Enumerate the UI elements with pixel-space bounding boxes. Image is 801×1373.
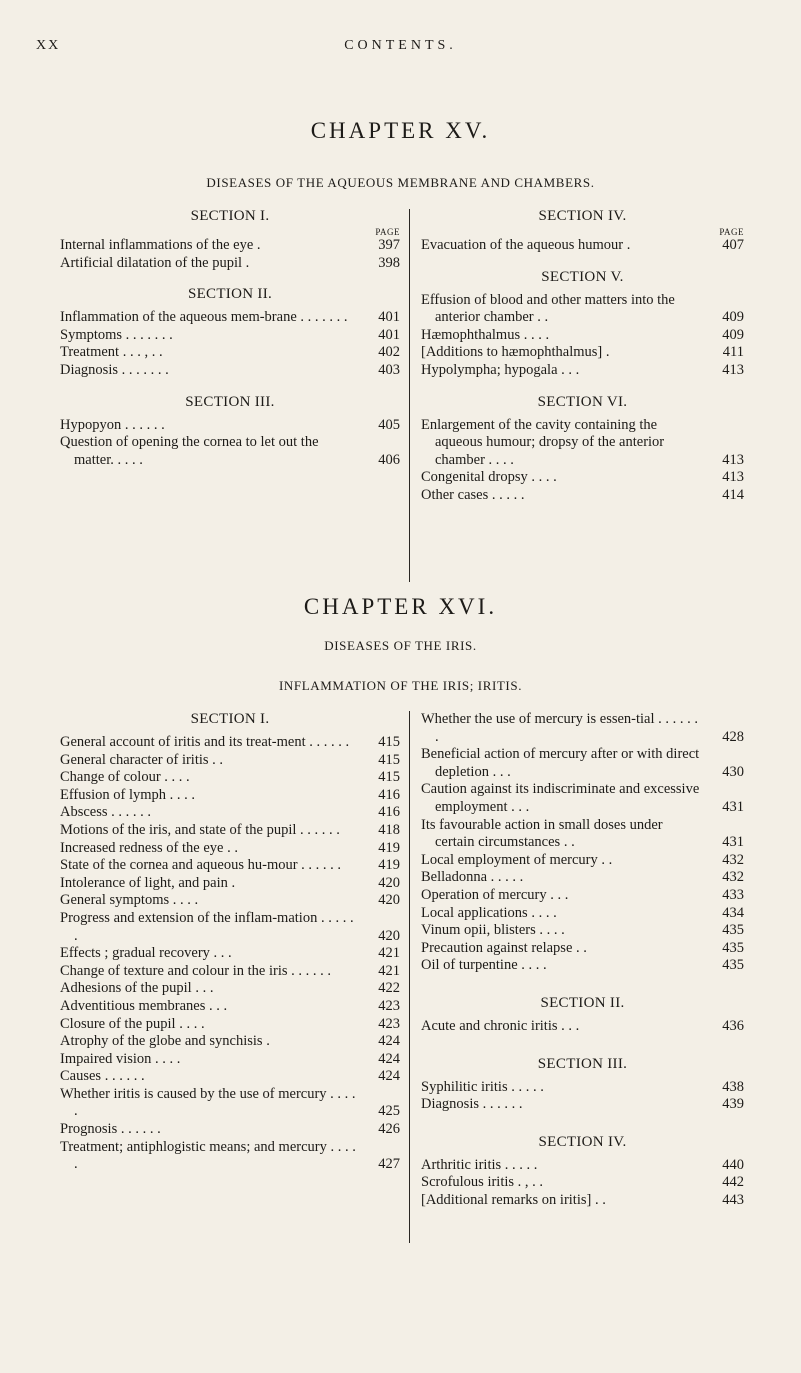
toc-entry bbox=[60, 857, 400, 875]
toc-entry-title: Change of colour . . . . bbox=[60, 769, 190, 786]
toc-entry bbox=[421, 957, 744, 975]
toc-entry bbox=[421, 922, 744, 940]
toc-entry bbox=[60, 255, 400, 273]
toc-entry-page: 409 bbox=[722, 309, 744, 326]
toc-entry bbox=[421, 417, 744, 470]
toc-entry bbox=[421, 487, 744, 505]
toc-entry bbox=[421, 905, 744, 923]
toc-entry-page: 434 bbox=[722, 904, 744, 921]
toc-entry-title: [Additions to hæmophthalmus] . bbox=[421, 344, 610, 361]
toc-entry-title: Question of opening the cornea to let out the matter. . . . . bbox=[60, 434, 319, 468]
toc-entry bbox=[60, 434, 400, 469]
toc-entry bbox=[421, 292, 744, 327]
toc-entry-title: Closure of the pupil . . . . bbox=[60, 1015, 205, 1032]
toc-entry-title: State of the cornea and aqueous hu-mour . . . . . . bbox=[60, 857, 342, 874]
toc-entry-title: Impaired vision . . . . bbox=[60, 1050, 181, 1067]
chapter-16-subtitle: DISEASES OF THE IRIS. bbox=[324, 638, 477, 653]
section-heading: SECTION V. bbox=[541, 268, 624, 285]
toc-entry-page: 401 bbox=[378, 309, 400, 326]
toc-entry bbox=[60, 1086, 400, 1121]
toc-entry bbox=[60, 945, 400, 963]
toc-entry-title: Effusion of lymph . . . . bbox=[60, 786, 196, 803]
toc-entry-title: Internal inflammations of the eye . bbox=[60, 237, 261, 253]
toc-entry bbox=[60, 1121, 400, 1139]
toc-entry-page: 403 bbox=[378, 361, 400, 378]
toc-entry-page: 430 bbox=[722, 763, 744, 780]
toc-entry-page: 420 bbox=[378, 892, 400, 909]
ch16-left-column bbox=[60, 711, 400, 1174]
section-heading: SECTION IV. bbox=[538, 208, 627, 224]
toc-list bbox=[60, 309, 400, 379]
toc-entry-title: Syphilitic iritis . . . . . bbox=[421, 1078, 544, 1095]
toc-entry bbox=[421, 1192, 744, 1210]
toc-entry-title: Effects ; gradual recovery . . . bbox=[60, 945, 232, 962]
toc-entry bbox=[421, 852, 744, 870]
toc-entry-page: 423 bbox=[378, 1015, 400, 1032]
toc-entry-page: 413 bbox=[722, 451, 744, 468]
column-divider bbox=[409, 711, 410, 1243]
ch15-left-column bbox=[60, 208, 400, 469]
toc-entry-page: 419 bbox=[378, 857, 400, 874]
toc-entry-title: Hypopyon . . . . . . bbox=[60, 416, 165, 433]
toc-entry-title: General symptoms . . . . bbox=[60, 892, 199, 909]
toc-entry-page: 397 bbox=[378, 237, 400, 253]
toc-entry-title: Artificial dilatation of the pupil . bbox=[60, 254, 250, 271]
toc-entry-title: Change of texture and colour in the iris . . . . . . bbox=[60, 962, 332, 979]
toc-entry bbox=[421, 1096, 744, 1114]
toc-entry-title: Congenital dropsy . . . . bbox=[421, 469, 557, 486]
running-head bbox=[36, 38, 765, 58]
toc-entry-page: 424 bbox=[378, 1068, 400, 1085]
toc-list bbox=[421, 1018, 744, 1036]
toc-entry-page: 438 bbox=[722, 1078, 744, 1095]
toc-entry-page: 420 bbox=[378, 874, 400, 891]
toc-entry-page: 424 bbox=[378, 1050, 400, 1067]
toc-entry bbox=[60, 417, 400, 435]
section-heading: SECTION VI. bbox=[537, 393, 628, 410]
toc-entry-title: Precaution against relapse . . bbox=[421, 939, 587, 956]
toc-entry-page: 413 bbox=[722, 469, 744, 486]
toc-entry-title: Diagnosis . . . . . . bbox=[421, 1096, 523, 1113]
toc-entry-page: 406 bbox=[378, 451, 400, 468]
toc-entry-page: 423 bbox=[378, 997, 400, 1014]
toc-entry-title: Diagnosis . . . . . . . bbox=[60, 361, 169, 378]
toc-entry-title: General character of iritis . . bbox=[60, 751, 224, 768]
toc-entry-title: Beneficial action of mercury after or with direct depletion . . . bbox=[421, 746, 700, 780]
toc-entry-page: 427 bbox=[378, 1156, 400, 1173]
toc-entry bbox=[60, 734, 400, 752]
toc-entry-title: Adhesions of the pupil . . . bbox=[60, 980, 214, 997]
toc-entry-page: 431 bbox=[722, 834, 744, 851]
toc-entry bbox=[60, 1068, 400, 1086]
toc-entry-page: 421 bbox=[378, 945, 400, 962]
toc-list bbox=[421, 711, 744, 975]
toc-entry-page: 443 bbox=[722, 1191, 744, 1208]
toc-entry-title: Its favourable action in small doses under certain circumstances . . bbox=[421, 816, 663, 851]
toc-entry bbox=[60, 1139, 400, 1174]
toc-entry-title: Arthritic iritis . . . . . bbox=[421, 1156, 538, 1173]
toc-entry-page: 428 bbox=[722, 728, 744, 745]
toc-entry bbox=[60, 327, 400, 345]
toc-entry bbox=[421, 817, 744, 852]
toc-entry-title: Caution against its indiscriminate and excessive employment . . . bbox=[421, 781, 700, 815]
toc-entry bbox=[421, 469, 744, 487]
toc-entry bbox=[60, 963, 400, 981]
section-heading: SECTION III. bbox=[537, 1055, 628, 1072]
section-heading: SECTION III. bbox=[185, 393, 275, 410]
toc-entry bbox=[60, 998, 400, 1016]
toc-entry bbox=[60, 344, 400, 362]
toc-entry-page: 415 bbox=[378, 734, 400, 750]
toc-entry-page: 431 bbox=[722, 798, 744, 815]
toc-entry-title: Acute and chronic iritis . . . bbox=[421, 1017, 580, 1034]
toc-entry-title: Symptoms . . . . . . . bbox=[60, 326, 173, 343]
ch16-right-column bbox=[421, 711, 744, 1209]
toc-entry-title: Intolerance of light, and pain . bbox=[60, 874, 236, 891]
toc-entry-title: Whether iritis is caused by the use of mercury . . . . . bbox=[60, 1085, 356, 1120]
chapter-15-title: CHAPTER XV. bbox=[310, 118, 491, 143]
toc-entry-page: 411 bbox=[722, 344, 744, 361]
toc-entry bbox=[421, 781, 744, 816]
page-number: XX bbox=[36, 38, 61, 53]
toc-entry-page: 413 bbox=[722, 361, 744, 378]
toc-entry-page: 433 bbox=[722, 886, 744, 903]
toc-entry-page: 415 bbox=[378, 751, 400, 768]
toc-entry-page: 435 bbox=[722, 922, 744, 939]
toc-entry-title: Treatment . . . , . . bbox=[60, 344, 163, 361]
toc-entry-title: Scrofulous iritis . , . . bbox=[421, 1174, 544, 1191]
toc-entry-page: 402 bbox=[378, 344, 400, 361]
chapter-15-subtitle: DISEASES OF THE AQUEOUS MEMBRANE AND CHAMBERS. bbox=[206, 175, 595, 190]
toc-entry bbox=[421, 1079, 744, 1097]
column-divider bbox=[409, 209, 410, 582]
toc-entry-page: 435 bbox=[722, 939, 744, 956]
toc-entry-page: 401 bbox=[378, 326, 400, 343]
toc-list bbox=[421, 237, 744, 255]
toc-entry-title: Motions of the iris, and state of the pupil . . . . . . bbox=[60, 821, 340, 838]
toc-entry-title: Other cases . . . . . bbox=[421, 486, 525, 503]
toc-entry-title: Evacuation of the aqueous humour . bbox=[421, 237, 631, 253]
section-heading: SECTION II. bbox=[187, 286, 273, 303]
toc-entry-page: 405 bbox=[378, 416, 400, 433]
toc-entry-title: Causes . . . . . . bbox=[60, 1068, 145, 1085]
toc-entry-page: 416 bbox=[378, 786, 400, 803]
toc-entry-page: 442 bbox=[722, 1174, 744, 1191]
toc-entry bbox=[421, 1018, 744, 1036]
toc-entry-page: 420 bbox=[378, 927, 400, 944]
toc-entry-title: Enlargement of the cavity containing the aqueous humour; dropsy of the anterior chamber . . . . bbox=[421, 416, 665, 468]
toc-entry-title: Progress and extension of the inflam-mation . . . . . . bbox=[60, 909, 354, 944]
toc-entry-page: 418 bbox=[378, 821, 400, 838]
toc-entry-page: 421 bbox=[378, 962, 400, 979]
toc-entry bbox=[60, 822, 400, 840]
chapter-16-title: CHAPTER XVI. bbox=[303, 594, 498, 619]
toc-entry bbox=[421, 1157, 744, 1175]
toc-list bbox=[60, 237, 400, 272]
toc-entry-page: 425 bbox=[378, 1103, 400, 1120]
toc-entry-page: 439 bbox=[722, 1096, 744, 1113]
toc-entry-title: Operation of mercury . . . bbox=[421, 886, 569, 903]
toc-entry-title: Hypolympha; hypogala . . . bbox=[421, 361, 580, 378]
toc-entry-page: 398 bbox=[378, 254, 400, 271]
toc-entry bbox=[60, 752, 400, 770]
toc-entry-title: Hæmophthalmus . . . . bbox=[421, 326, 550, 343]
toc-entry-title: [Additional remarks on iritis] . . bbox=[421, 1191, 606, 1208]
toc-entry-page: 424 bbox=[378, 1033, 400, 1050]
toc-entry-page: 415 bbox=[378, 769, 400, 786]
toc-entry bbox=[60, 910, 400, 945]
chapter-16-subtitle-2: INFLAMMATION OF THE IRIS; IRITIS. bbox=[278, 678, 523, 693]
toc-entry bbox=[421, 362, 744, 380]
section-heading: SECTION I. bbox=[190, 711, 270, 727]
toc-list bbox=[60, 417, 400, 470]
toc-entry-title: Whether the use of mercury is essen-tial . . . . . . . bbox=[421, 711, 699, 745]
toc-entry-page: 440 bbox=[722, 1156, 744, 1173]
toc-entry-title: Oil of turpentine . . . . bbox=[421, 957, 547, 974]
page-label: PAGE bbox=[719, 227, 744, 237]
toc-entry-title: Vinum opii, blisters . . . . bbox=[421, 922, 565, 939]
toc-entry-title: Increased redness of the eye . . bbox=[60, 839, 238, 856]
toc-entry-title: Treatment; antiphlogistic means; and mercury . . . . . bbox=[60, 1138, 356, 1173]
toc-entry-title: General account of iritis and its treat-ment . . . . . . bbox=[60, 734, 350, 750]
ch15-right-column bbox=[421, 208, 744, 505]
toc-entry-page: 419 bbox=[378, 839, 400, 856]
section-heading: SECTION II. bbox=[540, 994, 625, 1011]
toc-entry-page: 436 bbox=[722, 1017, 744, 1034]
toc-entry-title: Prognosis . . . . . . bbox=[60, 1121, 161, 1138]
page-label: PAGE bbox=[375, 227, 400, 237]
toc-entry bbox=[60, 237, 400, 255]
toc-entry-page: 416 bbox=[378, 804, 400, 821]
toc-entry-page: 409 bbox=[722, 326, 744, 343]
toc-entry-page: 432 bbox=[722, 869, 744, 886]
toc-entry bbox=[421, 1174, 744, 1192]
toc-entry bbox=[60, 980, 400, 998]
toc-entry-title: Local applications . . . . bbox=[421, 904, 557, 921]
toc-entry bbox=[421, 869, 744, 887]
toc-entry-page: 432 bbox=[722, 851, 744, 868]
toc-list bbox=[421, 417, 744, 505]
toc-list bbox=[421, 1157, 744, 1210]
toc-entry bbox=[421, 746, 744, 781]
toc-entry bbox=[421, 327, 744, 345]
toc-entry bbox=[60, 787, 400, 805]
toc-entry-page: 435 bbox=[722, 957, 744, 974]
toc-entry-title: Belladonna . . . . . bbox=[421, 869, 524, 886]
toc-entry-page: 407 bbox=[722, 237, 744, 253]
toc-entry bbox=[421, 887, 744, 905]
toc-entry-page: 414 bbox=[722, 486, 744, 503]
toc-entry-title: Atrophy of the globe and synchisis . bbox=[60, 1033, 270, 1050]
toc-entry bbox=[421, 344, 744, 362]
toc-entry-title: Adventitious membranes . . . bbox=[60, 997, 228, 1014]
toc-entry bbox=[421, 940, 744, 958]
toc-entry-title: Effusion of blood and other matters into the anterior chamber . . bbox=[421, 291, 675, 326]
toc-entry bbox=[60, 840, 400, 858]
toc-entry bbox=[60, 1033, 400, 1051]
section-heading: SECTION IV. bbox=[538, 1133, 627, 1150]
toc-entry bbox=[60, 769, 400, 787]
toc-entry bbox=[60, 362, 400, 380]
toc-entry bbox=[60, 1051, 400, 1069]
toc-entry-title: Abscess . . . . . . bbox=[60, 804, 152, 821]
toc-entry bbox=[60, 309, 400, 327]
toc-entry bbox=[60, 892, 400, 910]
toc-entry bbox=[421, 711, 744, 746]
section-heading: SECTION I. bbox=[190, 208, 270, 224]
toc-list bbox=[421, 1079, 744, 1114]
toc-entry bbox=[421, 237, 744, 255]
toc-entry bbox=[60, 804, 400, 822]
toc-entry-page: 422 bbox=[378, 980, 400, 997]
toc-entry-title: Inflammation of the aqueous mem-brane . . . . . . . bbox=[60, 309, 348, 326]
toc-entry-title: Local employment of mercury . . bbox=[421, 851, 613, 868]
toc-list bbox=[60, 734, 400, 1174]
toc-entry bbox=[60, 1016, 400, 1034]
toc-entry-page: 426 bbox=[378, 1121, 400, 1138]
toc-entry bbox=[60, 875, 400, 893]
running-title: CONTENTS. bbox=[344, 38, 457, 53]
toc-list bbox=[421, 292, 744, 380]
